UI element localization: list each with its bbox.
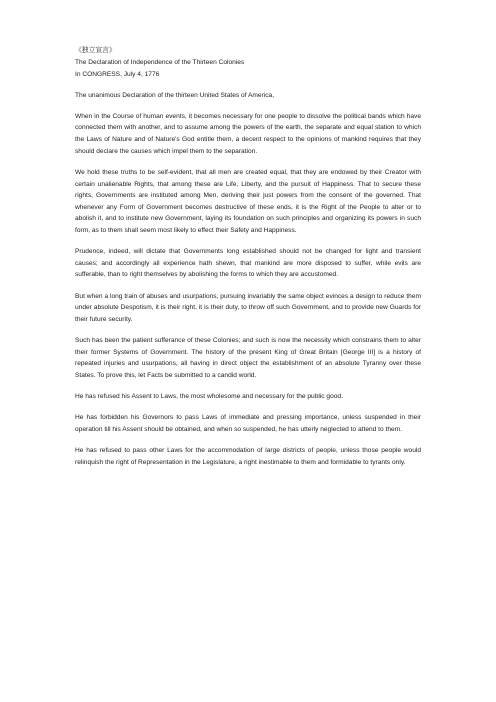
spacer: [75, 81, 421, 90]
paragraph: He has refused his Assent to Laws, the most wholesome and necessary for the public good.: [75, 393, 343, 401]
document-title: The Declaration of Independence of the Thirteen Colonies: [75, 59, 245, 67]
chinese-title: 《独立宣言》: [75, 46, 116, 54]
paragraph: When in the Course of human events, it becomes necessary for one people to dissolve the political bands which have connected them with another, and to assume among the powers of the earth, the separate and equal station to which the Laws of Nature and of Nature's God entitle them, a decent respect to the opinions of mankind requires that they should declare the causes which impel them to the separation.: [75, 112, 421, 155]
paragraph: He has refused to pass other Laws for the accommodation of large districts of people, unless those people would relinquish the right of Representation in the Legislature, a right inestimable to them and formidable to tyrants only.: [75, 447, 421, 466]
document-subtitle: The unanimous Declaration of the thirteen United States of America,: [75, 91, 275, 99]
paragraph: We hold these truths to be self-evident, that all men are created equal, that they are endowed by their Creator with certain unalienable Rights, that among these are Life, Liberty, and the pursuit of Happiness. That to secure these rights, Governments are instituted among Men, deriving their just powers from the consent of the governed. That whenever any Form of Government becomes destructive of these ends, it is the Right of the People to alter or to abolish it, and to institute new Government, laying its foundation on such principles and organizing its powers in such form, as to them shall seem most likely to effect their Safety and Happiness.: [75, 168, 421, 234]
paragraph: He has forbidden his Governors to pass Laws of immediate and pressing importance, unless suspended in their operation till his Assent should be obtained, and when so suspended, he has utterly neglected to attend to them.: [75, 414, 421, 434]
paragraph: Such has been the patient sufferance of these Colonies; and such is now the necessity which constrains them to alter their former Systems of Government. The history of the present King of Great Britain [George III] is a history of repeated injuries and usurpations, all having in direct object the establishment of an absolute Tyranny over these States. To prove this, let Facts be submitted to a candid world.: [75, 337, 421, 379]
document-page: [75, 45, 421, 478]
paragraph: But when a long train of abuses and usurpations, pursuing invariably the same object evinces a design to reduce them under absolute Despotism, it is their right, it is their duty, to throw off such Government, and to provide new Guards for their future security.: [75, 292, 421, 323]
dateline: In CONGRESS, July 4, 1776: [75, 70, 160, 78]
paragraph: Prudence, indeed, will dictate that Governments long established should not be changed for light and transient causes; and accordingly all experience hath shewn, that mankind are more disposed to suffer, while evils are sufferable, than to right themselves by abolishing the forms to which they are accustomed.: [75, 248, 421, 279]
